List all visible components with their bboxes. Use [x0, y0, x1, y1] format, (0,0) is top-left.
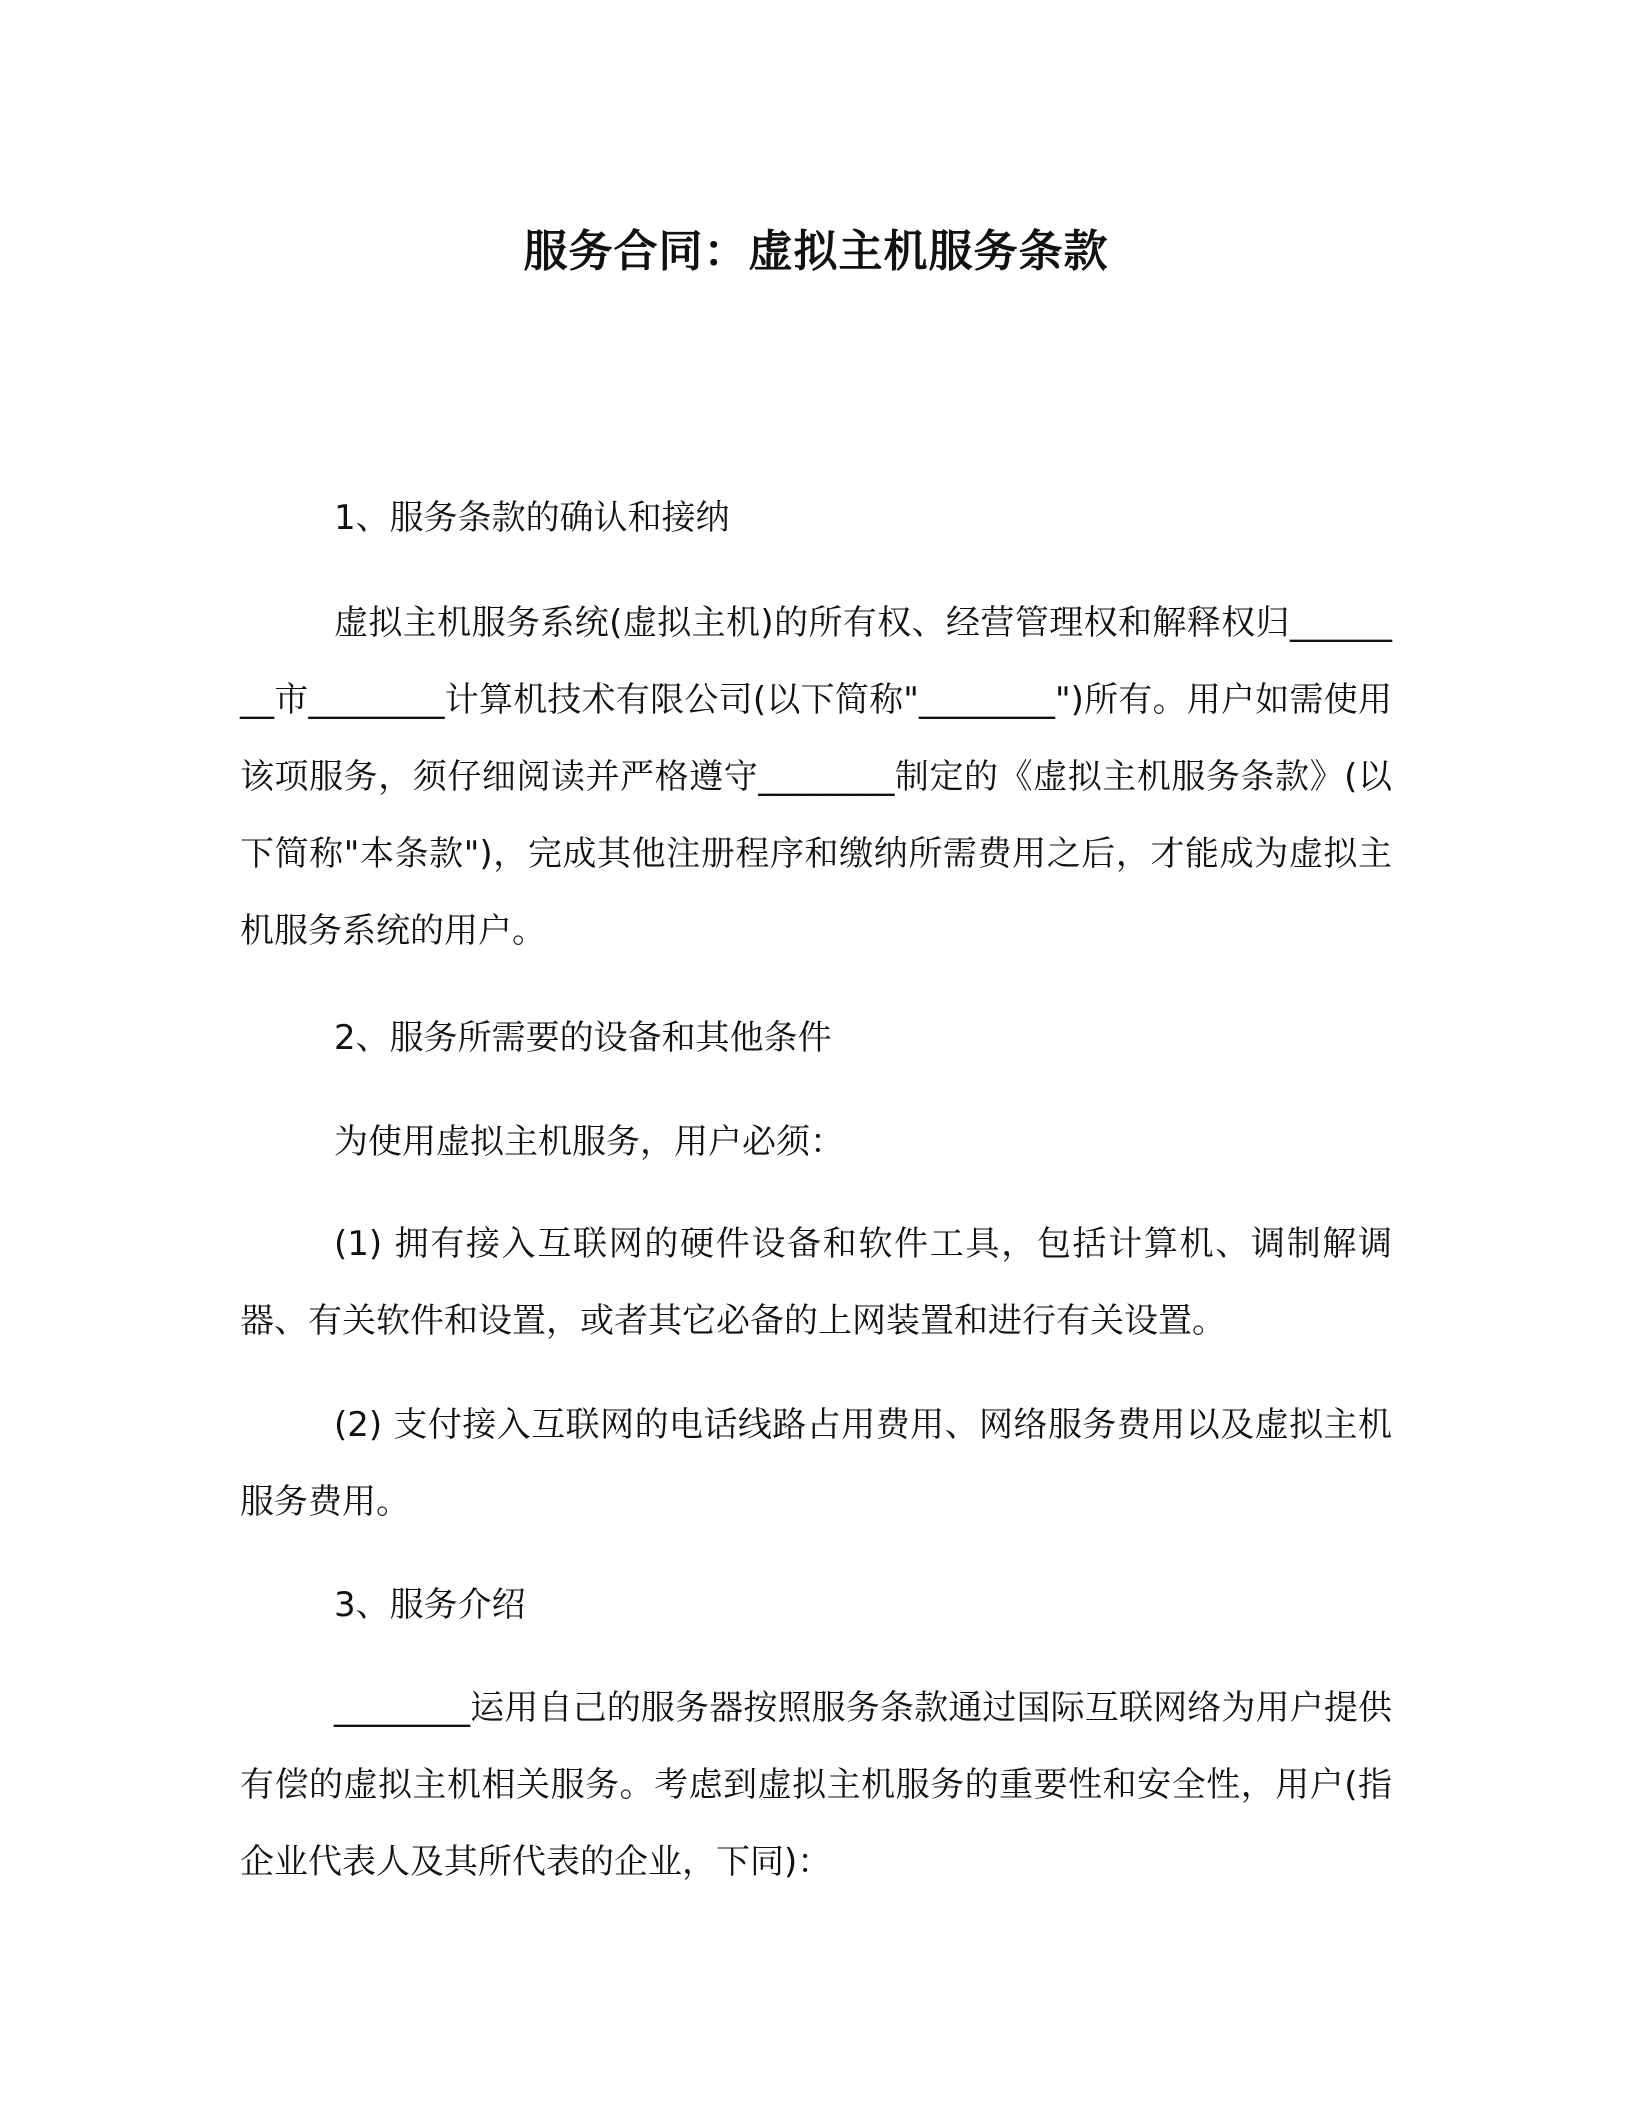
paragraph-requirement-2: (2) 支付接入互联网的电话线路占用费用、网络服务费用以及虚拟主机服务费用。 [240, 1405, 1392, 1522]
paragraph-requirements-intro: 为使用虚拟主机服务，用户必须： [334, 1122, 844, 1162]
section-heading-3: 3、服务介绍 [334, 1585, 526, 1625]
paragraph-service-intro: ________运用自己的服务器按照服务条款通过国际互联网络为用户提供有偿的虚拟主机相关服务。考虑到虚拟主机服务的重要性和安全性，用户(指企业代表人及其所代表的企业，下同)： [240, 1688, 1392, 1882]
document-title: 服务合同：虚拟主机服务条款 [523, 226, 1109, 277]
paragraph-ownership: 虚拟主机服务系统(虚拟主机)的所有权、经营管理权和解释权归________市________计算机技术有限公司(以下简称"________")所有。用户如需使用该项服务，须仔细阅读并严格遵守________制定的《虚拟主机服务条款》(以下简称"本条款")，完成其他注册程序和缴纳所需费用之后，才能成为虚拟主机服务系统的用户。 [240, 603, 1392, 951]
section-heading-2: 2、服务所需要的设备和其他条件 [334, 1018, 832, 1058]
section-heading-1: 1、服务条款的确认和接纳 [334, 498, 730, 538]
paragraph-requirement-1: (1) 拥有接入互联网的硬件设备和软件工具，包括计算机、调制解调器、有关软件和设置，或者其它必备的上网装置和进行有关设置。 [240, 1224, 1392, 1341]
